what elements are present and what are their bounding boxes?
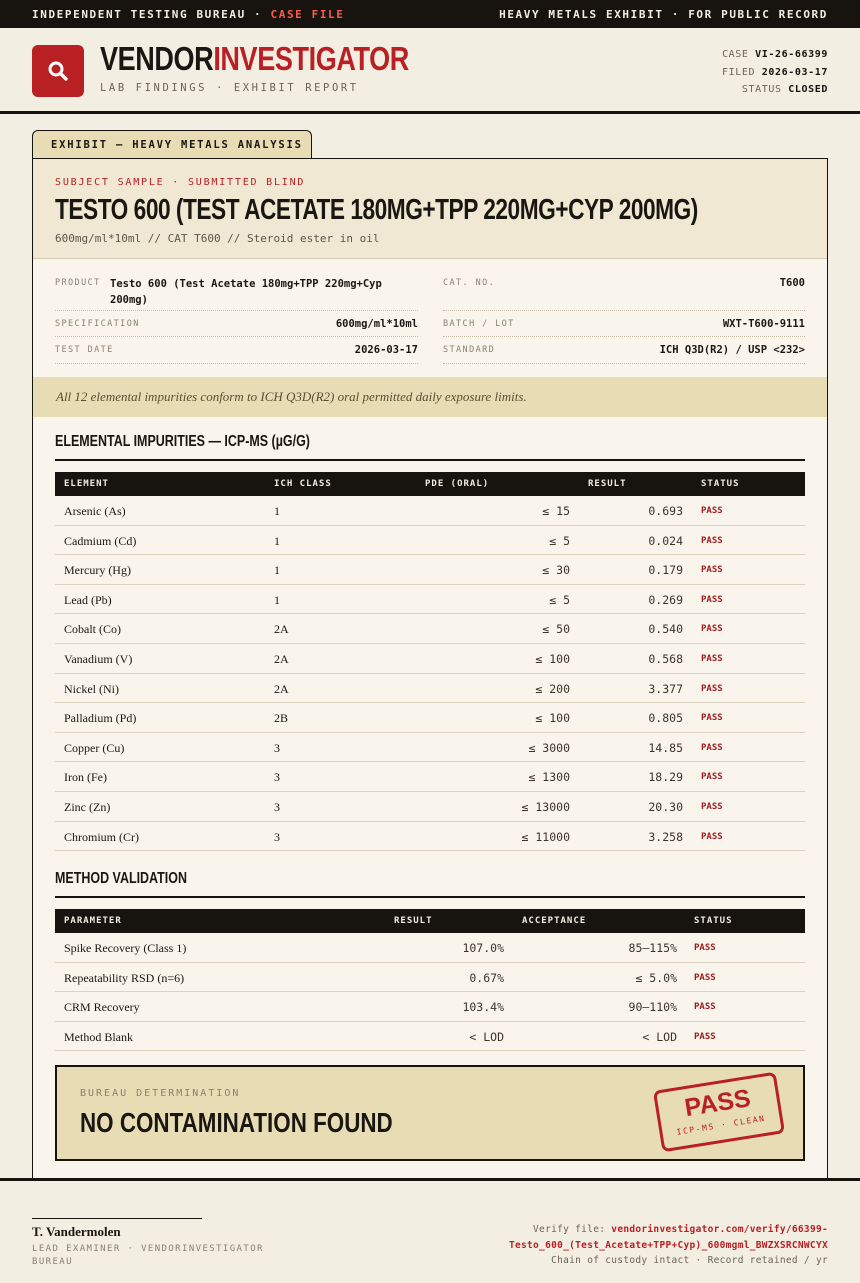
table-row	[55, 792, 805, 822]
conformance-note: All 12 elemental impurities conform to ICH Q3D(R2) oral permitted daily exposure limits.	[56, 389, 527, 404]
acceptance-range: < LOD	[642, 1029, 677, 1044]
specification-field	[55, 317, 418, 337]
element-name: Cobalt (Co)	[64, 622, 121, 637]
result-value: 0.024	[648, 533, 683, 548]
table-row	[55, 496, 805, 526]
brand-part-vendor: VENDOR	[100, 40, 214, 77]
exhibit-tab-label: EXHIBIT — HEAVY METALS ANALYSIS	[51, 139, 303, 151]
ich-class: 1	[274, 533, 280, 548]
col-pde: PDE (ORAL)	[425, 479, 490, 489]
standard-value: ICH Q3D(R2) / USP <232>	[659, 344, 805, 356]
verify-link[interactable]: vendorinvestigator.com/verify/66399-Testo_600_(Test_Acetate+TPP+Cyp)_600mgml_BWZXSRCNWCYX	[508, 1224, 828, 1251]
parameter-name: Method Blank	[64, 1029, 133, 1044]
table-row	[55, 762, 805, 792]
table-row	[55, 555, 805, 585]
status-pass: PASS	[694, 943, 716, 953]
parameter-name: CRM Recovery	[64, 1000, 140, 1015]
field-label: SPECIFICATION	[55, 319, 140, 329]
result-value: 20.30	[648, 799, 683, 814]
result-value: 0.805	[648, 711, 683, 726]
impurities-table	[55, 472, 805, 851]
cat-no-value: T600	[779, 277, 805, 289]
result-value: 0.269	[648, 592, 683, 607]
validation-title: METHOD VALIDATION	[55, 870, 187, 887]
pde-limit: ≤ 200	[535, 681, 570, 696]
field-label: STANDARD	[443, 345, 496, 355]
element-name: Vanadium (V)	[64, 651, 133, 666]
field-label: PRODUCT	[55, 278, 101, 288]
col-result: RESULT	[588, 479, 627, 489]
footer-rule	[0, 1178, 860, 1181]
table-row	[55, 733, 805, 763]
result-value: 0.568	[648, 651, 683, 666]
status-line	[722, 81, 828, 99]
element-name: Mercury (Hg)	[64, 563, 131, 578]
element-name: Cadmium (Cd)	[64, 533, 137, 548]
exhibit-card	[32, 158, 828, 1178]
result-value: 3.258	[648, 829, 683, 844]
status-pass: PASS	[701, 653, 723, 664]
ich-class: 1	[274, 504, 280, 518]
table-row	[55, 822, 805, 852]
pde-limit: ≤ 3000	[528, 740, 570, 755]
ich-class: 2A	[274, 651, 289, 666]
col-ich-class: ICH CLASS	[274, 479, 332, 489]
custody-note: Chain of custody intact · Record retained / yr	[551, 1255, 828, 1266]
table-row	[55, 614, 805, 644]
parameter-name: Repeatability RSD (n=6)	[64, 970, 185, 985]
ich-class: 3	[274, 740, 280, 755]
table-row	[55, 585, 805, 615]
signature-line	[32, 1218, 202, 1219]
table-row	[55, 703, 805, 733]
col-status: STATUS	[701, 479, 740, 489]
examiner-name: T. Vandermolen	[32, 1224, 121, 1239]
result-value: 0.67%	[469, 970, 504, 985]
acceptance-range: 90–110%	[628, 1000, 677, 1015]
ich-class: 2A	[274, 681, 289, 696]
case-label: CASE	[722, 49, 749, 60]
status-pass: PASS	[701, 565, 723, 576]
field-label: TEST DATE	[55, 345, 114, 355]
impurities-title: ELEMENTAL IMPURITIES — ICP-MS (µG/G)	[55, 433, 310, 450]
validation-table-header	[55, 909, 805, 933]
result-value: 14.85	[648, 740, 683, 755]
separator: ·	[254, 8, 263, 21]
col-acceptance: ACCEPTANCE	[522, 916, 587, 926]
table-row	[55, 992, 805, 1022]
pde-limit: ≤ 5	[549, 533, 570, 548]
pde-limit: ≤ 50	[542, 622, 570, 637]
table-row	[55, 1022, 805, 1052]
element-name: Chromium (Cr)	[64, 829, 139, 844]
result-value: 0.179	[648, 563, 683, 578]
cat-no-field	[443, 275, 805, 311]
pde-limit: ≤ 11000	[521, 829, 570, 844]
status-pass: PASS	[701, 506, 723, 516]
pde-limit: ≤ 30	[542, 563, 570, 578]
section-rule	[55, 896, 805, 898]
stamp-main: PASS	[682, 1084, 753, 1123]
result-value: 3.377	[648, 681, 683, 696]
brand-part-investigator: INVESTIGATOR	[213, 40, 409, 77]
status-pass: PASS	[701, 594, 723, 605]
stamp-sub: ICP-MS · CLEAN	[676, 1113, 767, 1137]
table-row	[55, 644, 805, 674]
product-field	[55, 275, 418, 311]
validation-table	[55, 909, 805, 1051]
specification-value: 600mg/ml*10ml	[335, 318, 418, 330]
batch-field	[443, 317, 805, 337]
col-status: STATUS	[694, 916, 733, 926]
status-pass: PASS	[701, 713, 723, 724]
pde-limit: ≤ 15	[542, 504, 570, 518]
acceptance-range: ≤ 5.0%	[635, 970, 677, 985]
result-value: 107.0%	[462, 941, 504, 955]
element-name: Nickel (Ni)	[64, 681, 119, 696]
status-pass: PASS	[701, 683, 723, 694]
ich-class: 1	[274, 563, 280, 578]
filed-line	[722, 64, 828, 82]
status-pass: PASS	[701, 772, 723, 783]
status-pass: PASS	[701, 624, 723, 635]
table-row	[55, 674, 805, 704]
status-pass: PASS	[694, 1031, 716, 1042]
status-pass: PASS	[694, 972, 716, 983]
subject-title: TESTO 600 (TEST ACETATE 180MG+TPP 220MG+CYP 200MG)	[55, 194, 698, 226]
verify-block	[508, 1222, 828, 1269]
impurities-table-header	[55, 472, 805, 496]
col-element: ELEMENT	[64, 479, 109, 489]
subject-kicker: SUBJECT SAMPLE · SUBMITTED BLIND	[55, 177, 306, 188]
acceptance-range: 85–115%	[628, 941, 677, 955]
filed-date: 2026-03-17	[761, 66, 828, 78]
brand-subtitle: LAB FINDINGS · EXHIBIT REPORT	[100, 82, 359, 94]
verify-label: Verify file:	[533, 1224, 606, 1235]
magnifier-icon	[46, 59, 70, 83]
pde-limit: ≤ 1300	[528, 770, 570, 785]
field-label: CAT. NO.	[443, 278, 496, 288]
product-value: Testo 600 (Test Acetate 180mg+TPP 220mg+Cyp 200mg)	[110, 278, 382, 306]
determination-box	[55, 1065, 805, 1161]
pde-limit: ≤ 100	[535, 711, 570, 726]
col-parameter: PARAMETER	[64, 916, 122, 926]
pde-limit: ≤ 5	[549, 592, 570, 607]
determination-value: NO CONTAMINATION FOUND	[80, 1107, 393, 1138]
batch-value: WXT-T600-9111	[722, 318, 805, 330]
ich-class: 1	[274, 592, 280, 607]
element-name: Lead (Pb)	[64, 592, 112, 607]
pde-limit: ≤ 100	[535, 651, 570, 666]
section-rule	[55, 459, 805, 461]
status-label: STATUS	[741, 84, 782, 95]
status-pass: PASS	[701, 535, 723, 546]
ich-class: 2A	[274, 622, 289, 637]
standard-field	[443, 343, 805, 364]
pde-limit: ≤ 13000	[521, 799, 570, 814]
element-name: Copper (Cu)	[64, 740, 125, 755]
case-status: CLOSED	[788, 84, 828, 95]
validation-table-body	[55, 933, 805, 1051]
col-result: RESULT	[394, 916, 433, 926]
element-name: Palladium (Pd)	[64, 711, 137, 726]
subject-spec-line: 600mg/ml*10ml // CAT T600 // Steroid ester in oil	[55, 232, 380, 245]
status-pass: PASS	[701, 801, 723, 812]
case-number-line	[722, 46, 828, 64]
case-number: VI-26-66399	[755, 49, 828, 60]
result-value: 0.693	[648, 504, 683, 518]
table-row	[55, 526, 805, 556]
header	[0, 28, 860, 114]
top-bar	[0, 0, 860, 28]
status-pass: PASS	[701, 742, 723, 753]
table-row	[55, 963, 805, 993]
bureau-label: INDEPENDENT TESTING BUREAU	[32, 8, 246, 21]
conformance-banner	[33, 377, 827, 417]
status-pass: PASS	[694, 1002, 716, 1013]
status-pass: PASS	[701, 831, 723, 842]
field-label: BATCH / LOT	[443, 319, 515, 329]
ich-class: 3	[274, 829, 280, 844]
logo[interactable]	[32, 45, 84, 97]
case-file-label: CASE FILE	[270, 8, 345, 21]
result-value: 103.4%	[462, 1000, 504, 1015]
pass-stamp	[653, 1072, 785, 1153]
filed-label: FILED	[722, 66, 756, 78]
ich-class: 3	[274, 799, 280, 814]
table-row	[55, 933, 805, 963]
element-name: Zinc (Zn)	[64, 799, 111, 814]
result-value: 0.540	[648, 622, 683, 637]
subject-section	[33, 159, 827, 259]
examiner-role: LEAD EXAMINER · VENDORINVESTIGATOR BUREAU	[32, 1244, 264, 1267]
ich-class: 3	[274, 770, 280, 785]
test-date-value: 2026-03-17	[354, 344, 418, 356]
parameter-name: Spike Recovery (Class 1)	[64, 941, 187, 955]
result-value: 18.29	[648, 770, 683, 785]
test-date-field	[55, 343, 418, 364]
top-bar-left	[32, 8, 345, 21]
determination-label: BUREAU DETERMINATION	[80, 1088, 241, 1099]
case-meta	[722, 46, 828, 99]
exhibit-tab[interactable]	[32, 130, 312, 159]
result-value: < LOD	[469, 1029, 504, 1044]
brand-title	[100, 40, 409, 78]
ich-class: 2B	[274, 711, 289, 726]
element-name: Arsenic (As)	[64, 504, 126, 518]
top-bar-right: HEAVY METALS EXHIBIT · FOR PUBLIC RECORD	[499, 8, 828, 21]
element-name: Iron (Fe)	[64, 770, 107, 785]
impurities-table-body	[55, 496, 805, 851]
